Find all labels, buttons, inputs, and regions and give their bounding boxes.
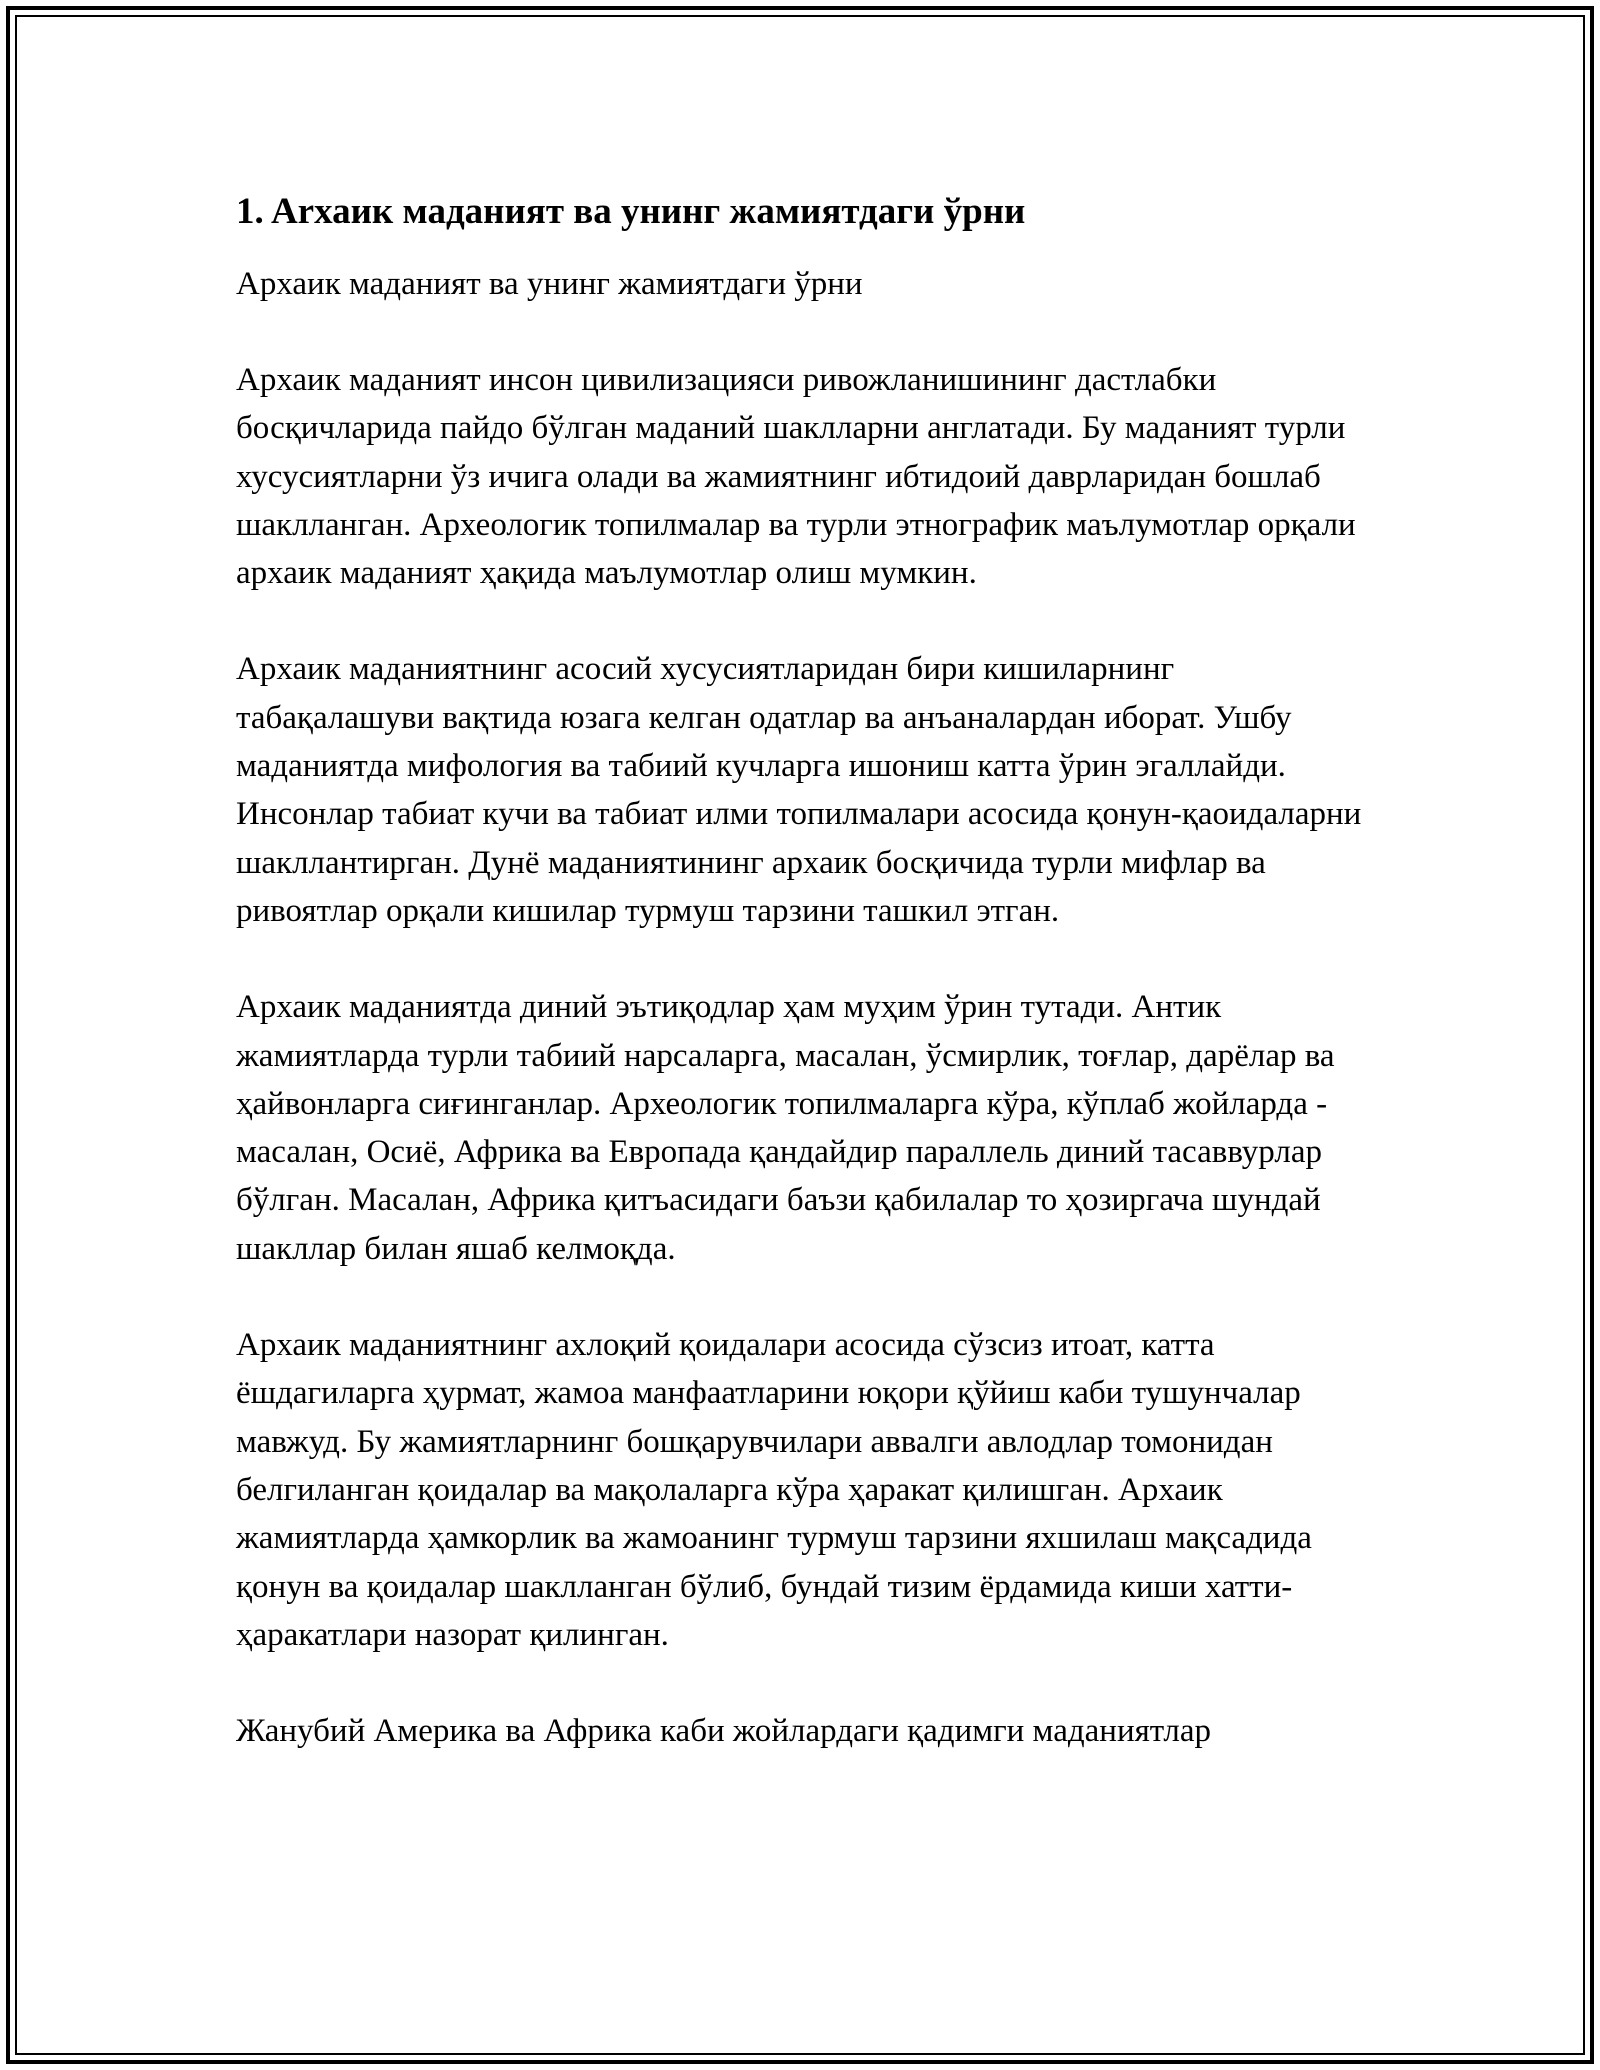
paragraph-3: Архаик маданиятда диний эътиқодлар ҳам муҳим ўрин тутади. Антик жамиятларда турли табиий нарсаларга, масалан, ўсмирлик, тоғлар, дарёлар ва ҳайвонларга сиғинганлар. Археологик топилмаларга кўра, кўплаб жойларда - масалан, Осиё, Африка ва Европада қандайдир параллель диний тасаввурлар бўлган. Масалан, Африка қитъасидаги баъзи қабилалар то ҳозиргача шундай шакллар билан яшаб келмоқда. — [236, 989, 1335, 1267]
document-subheading: Архаик маданият ва унинг жамиятдаги ўрни — [236, 266, 863, 302]
paragraph-5: Жанубий Америка ва Африка каби жойлардаги қадимги маданиятлар — [236, 1713, 1212, 1750]
paragraph-2: Архаик маданиятнинг асосий хусусиятларидан бири кишиларнинг табақалашуви вақтида юзага келган одатлар ва анъаналардан иборат. Ушбу маданиятда мифология ва табиий кучларга ишониш катта ўрин эгаллайди. Инсонлар табиат кучи ва табиат илми топилмалари асосида қонун-қаоидаларни шакллантирган. Дунё маданиятининг архаик босқичида турли мифлар ва ривоятлар орқали кишилар турмуш тарзини ташкил этган. — [236, 651, 1362, 929]
paragraph-4: Архаик маданиятнинг ахлоқий қоидалари асосида сўзсиз итоат, катта ёшдагиларга ҳурмат, жамоа манфаатларини юқори қўйиш каби тушунчалар мавжуд. Бу жамиятларнинг бошқарувчилари аввалги авлодлар томонидан белгиланган қоидалар ва мақолаларга кўра ҳаракат қилишган. Архаик жамиятларда ҳамкорлик ва жамоанинг турмуш тарзини яхшилаш мақсадида қонун ва қоидалар шаклланган бўлиб, бундай тизим ёрдамида киши хатти-ҳаракатлари назорат қилинган. — [236, 1327, 1312, 1653]
document-body — [236, 186, 1376, 1755]
paragraph-1: Архаик маданият инсон цивилизацияси ривожланишининг дастлабки босқичларида пайдо бўлган маданий шаклларни англатади. Бу маданият турли хусусиятларни ўз ичига олади ва жамиятнинг ибтидоий даврларидан бошлаб шаклланган. Археологик топилмалар ва турли этнографик маълумотлар орқали архаик маданият ҳақида маълумотлар олиш мумкин. — [236, 362, 1356, 592]
document-heading: 1. Arхаик маданият ва унинг жамиятдаги ўрни — [236, 191, 1026, 232]
